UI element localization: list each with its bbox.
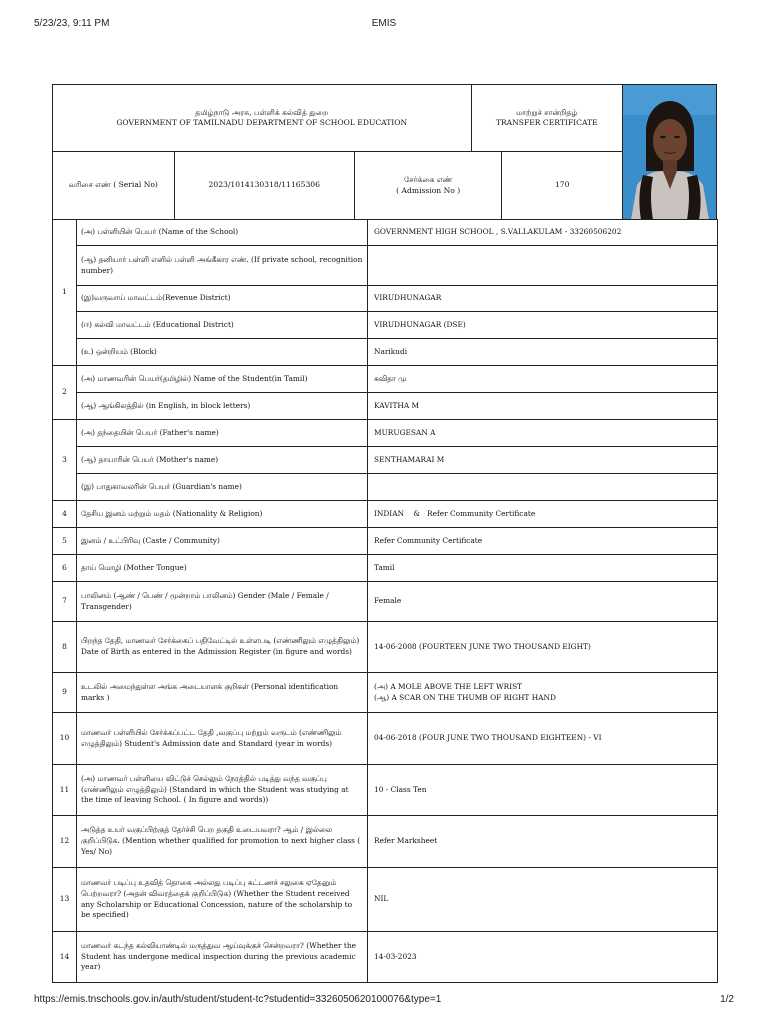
tc-title-cell [472, 85, 622, 151]
field-label: (இ)வருவாய் மாவட்டம்(Revenue District) [77, 286, 368, 312]
department-tamil: தமிழ்நாடு அரசு, பள்ளிக் கல்வித் துறை [195, 107, 329, 117]
row-number: 2 [53, 366, 77, 420]
field-label: (ஈ) கல்வி மாவட்டம் (Educational District) [77, 312, 368, 339]
department-english: GOVERNMENT OF TAMILNADU DEPARTMENT OF SCHOOL EDUCATION [116, 118, 408, 127]
identification-mark-1: (அ) A MOLE ABOVE THE LEFT WRIST [374, 681, 523, 691]
table-row [53, 339, 718, 366]
table-row [53, 932, 718, 983]
table-row [53, 501, 718, 528]
field-label: அடுத்த உயர் வகுப்பிற்குத் தேர்ச்சி பெற தகுதி உடையவரா? ஆம் / இல்லை குறிப்பிடுக. (Mention whether qualified for promotion to next higher class ( Yes/ No) [77, 816, 368, 868]
table-row [53, 555, 718, 582]
field-label: மாணவர் பள்ளியில் சேர்க்கப்பட்ட தேதி ,வகுப்பு மற்றும் வருடம் (எண்ணிலும் எழுத்திலும்) Student's Admission date and Standard (year in words) [77, 713, 368, 765]
field-label: (ஆ) தாயாரின் பெயர் (Mother's name) [77, 447, 368, 474]
field-label: (இ) பாதுகாவலரின் பெயர் (Guardian's name) [77, 474, 368, 501]
print-header [0, 0, 768, 40]
field-value: 04-06-2018 (FOUR JUNE TWO THOUSAND EIGHTEEN) - VI [368, 713, 718, 765]
table-row [53, 622, 718, 673]
field-value: Refer Marksheet [368, 816, 718, 868]
table-row [53, 582, 718, 622]
field-label: தேசிய இனம் மற்றும் மதம் (Nationality & Religion) [77, 501, 368, 528]
table-row [53, 220, 718, 246]
field-value: INDIAN & Refer Community Certificate [368, 501, 718, 528]
field-value: GOVERNMENT HIGH SCHOOL , S.VALLAKULAM - 33260506202 [368, 220, 718, 246]
field-value [368, 246, 718, 286]
field-label: (அ) மாணவர் பள்ளியை விட்டுச் செல்லும் நேரத்தில் படித்து வந்த வகுப்பு (எண்ணிலும் எழுத்திலும்) (Standard in which the Student was studying at the time of leaving School. ( In figure and words)) [77, 765, 368, 816]
student-photo-graphic [623, 85, 716, 220]
field-label: இனம் / உட்பிரிவு (Caste / Community) [77, 528, 368, 555]
print-footer [0, 990, 768, 1010]
department-cell [53, 85, 472, 151]
serial-label: வரிசை எண் ( Serial No) [53, 152, 175, 219]
field-label: (உ) ஒன்றியம் (Block) [77, 339, 368, 366]
field-label: உடலில் அமைந்துள்ள அங்க அடையாளக் குறிகள் (Personal identification marks ) [77, 673, 368, 713]
table-row [53, 393, 718, 420]
field-value: MURUGESAN A [368, 420, 718, 447]
table-row [53, 816, 718, 868]
row-number: 1 [53, 220, 77, 366]
field-label: (அ) தந்தையின் பெயர் (Father's name) [77, 420, 368, 447]
row-number: 7 [53, 582, 77, 622]
field-label: (அ) பள்ளியின் பெயர் (Name of the School) [77, 220, 368, 246]
admission-value: 170 [554, 180, 570, 190]
row-number: 4 [53, 501, 77, 528]
table-row [53, 765, 718, 816]
tc-title-english: TRANSFER CERTIFICATE [495, 118, 598, 127]
row-number: 9 [53, 673, 77, 713]
field-value [368, 673, 718, 713]
table-row [53, 420, 718, 447]
admission-label-cell [355, 152, 502, 219]
table-row [53, 366, 718, 393]
certificate-table [52, 219, 718, 983]
field-label: (ஆ) ஆங்கிலத்தில் (in English, in block letters) [77, 393, 368, 420]
tc-title-tamil: மாற்றுச் சான்றிதழ் [516, 107, 578, 117]
field-label: பாலினம் (ஆண் / பெண் / மூன்றாம் பாலினம்) Gender (Male / Female / Transgender) [77, 582, 368, 622]
row-number: 12 [53, 816, 77, 868]
identification-mark-2: (ஆ) A SCAR ON THE THUMB OF RIGHT HAND [374, 692, 556, 702]
row-number: 3 [53, 420, 77, 501]
row-number: 10 [53, 713, 77, 765]
field-value [368, 474, 718, 501]
table-row [53, 673, 718, 713]
table-row [53, 474, 718, 501]
field-value: 10 - Class Ten [368, 765, 718, 816]
admission-label-tamil: சேர்க்கை எண் [403, 175, 453, 185]
table-row [53, 312, 718, 339]
field-value: 14-06-2008 (FOURTEEN JUNE TWO THOUSAND EIGHT) [368, 622, 718, 673]
field-value: 14-03-2023 [368, 932, 718, 983]
row-number: 6 [53, 555, 77, 582]
table-row [53, 713, 718, 765]
field-value: NIL [368, 868, 718, 932]
table-row [53, 528, 718, 555]
table-row [53, 447, 718, 474]
field-label: மாணவர் கடந்த கல்வியாண்டில் மருத்துவ ஆய்வுக்குச் சென்றவரா? (Whether the Student has undergone medical inspection during the previous academic year) [77, 932, 368, 983]
row-number: 11 [53, 765, 77, 816]
table-row [53, 286, 718, 312]
certificate-header [52, 84, 717, 220]
print-datetime: 5/23/23, 9:11 PM [34, 18, 110, 29]
field-label: பிறந்த தேதி, மாணவர் சேர்க்கைப் பதிவேட்டில் உள்ளபடி (எண்ணிலும் எழுத்திலும்) Date of Birth as entered in the Admission Register (in figure and words) [77, 622, 368, 673]
field-value: Tamil [368, 555, 718, 582]
field-value: Female [368, 582, 718, 622]
field-value: Refer Community Certificate [368, 528, 718, 555]
row-number: 5 [53, 528, 77, 555]
field-label: (ஆ) தனியார் பள்ளி எனில் பள்ளி அங்கீகார எண். (If private school, recognition number) [77, 246, 368, 286]
row-number: 8 [53, 622, 77, 673]
field-value: KAVITHA M [368, 393, 718, 420]
field-label: (அ) மாணவரின் பெயர்(தமிழில்) Name of the Student(in Tamil) [77, 366, 368, 393]
field-value: SENTHAMARAI M [368, 447, 718, 474]
field-value: கவிதா மு [368, 366, 718, 393]
table-row [53, 246, 718, 286]
admission-label-english: ( Admission No ) [396, 185, 461, 195]
row-number: 13 [53, 868, 77, 932]
serial-value: 2023/1014130318/11165306 [175, 152, 355, 219]
table-row [53, 868, 718, 932]
page-number: 1/2 [720, 994, 734, 1005]
field-label: தாய் மொழி (Mother Tongue) [77, 555, 368, 582]
student-photo [622, 85, 716, 220]
row-number: 14 [53, 932, 77, 983]
field-value: Narikudi [368, 339, 718, 366]
field-label: மாணவர் படிப்பு உதவித் தொகை அல்லது படிப்பு கட்டணச் சலுகை ஏதேனும் பெற்றவரா? (அதன் விவரத்தைக் குறிப்பிடுக) (Whether the Student received any Scholarship or Educational Concession, nature of the scholarship to be specified) [77, 868, 368, 932]
field-value: VIRUDHUNAGAR (DSE) [368, 312, 718, 339]
field-value: VIRUDHUNAGAR [368, 286, 718, 312]
page-url[interactable]: https://emis.tnschools.gov.in/auth/student/student-tc?studentid=3326050620100076&type=1 [34, 994, 442, 1005]
print-title: EMIS [371, 18, 397, 29]
